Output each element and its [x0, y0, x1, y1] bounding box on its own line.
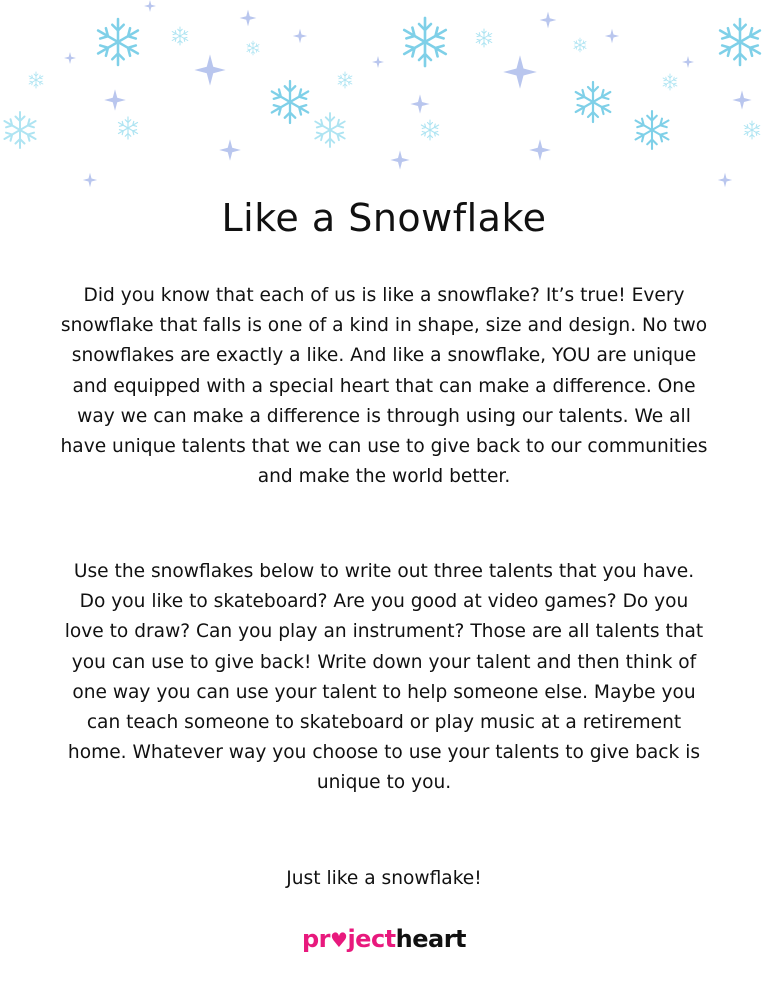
intro-paragraph: Did you know that each of us is like a snowflake? It’s true! Every snowflake that falls is one of a kind in shape, size and design. No two snowflakes are exactly a like. And like a snowflake, YOU are unique and equipped with a special heart that can make a difference. One way we can make a difference is through using our talents. We all have unique talents that we can use to give back to our communities and make the world better. [60, 285, 708, 488]
snowflake-icon [272, 81, 308, 123]
snowflake-icon [98, 19, 138, 65]
snowflake-icon [172, 27, 188, 45]
sparkle-icon [390, 150, 409, 169]
heart-icon: ♥ [330, 928, 348, 952]
sparkle-icon [718, 173, 732, 187]
snowflake-icon [574, 38, 586, 52]
snowflake-icon [29, 72, 43, 88]
logo-text-pr: pr [301, 925, 330, 953]
snowflake-header-decoration [0, 0, 768, 190]
sparkle-icon [104, 89, 126, 111]
sparkle-icon [194, 54, 225, 85]
sparkle-icon [682, 56, 694, 68]
snowflake-icon [338, 72, 352, 88]
snowflake-icon [118, 117, 137, 139]
snowflake-icon [315, 113, 344, 147]
sparkle-icon [144, 0, 156, 12]
projectheart-logo [0, 925, 768, 953]
snowflake-icon [476, 29, 492, 47]
snowflake-icon [576, 82, 611, 122]
snowflake-icon [744, 121, 760, 139]
snowflake-icon [404, 18, 446, 66]
sparkle-icon [240, 10, 257, 27]
logo-text-ject: ject [347, 925, 396, 953]
sparkle-icon [732, 90, 751, 109]
sparkle-icon [503, 55, 537, 89]
sparkle-icon [529, 139, 551, 161]
logo-text-heart: heart [395, 925, 467, 953]
sparkle-icon [540, 12, 557, 29]
closing-line: Just like a snowflake! [286, 868, 482, 889]
sparkle-icon [605, 29, 619, 43]
snowflake-icon [421, 120, 438, 140]
snowflake-icon [636, 111, 669, 149]
sparkle-icon [372, 56, 384, 68]
snowflake-icon [247, 41, 259, 55]
sparkle-icon [410, 94, 429, 113]
snowflake-pattern [0, 0, 768, 190]
snowflake-icon [4, 112, 35, 148]
page-title: Like a Snowflake [221, 196, 547, 240]
sparkle-icon [293, 29, 307, 43]
sparkle-icon [64, 52, 76, 64]
snowflake-icon [720, 19, 760, 65]
sparkle-icon [83, 173, 97, 187]
instructions-paragraph: Use the snowflakes below to write out three talents that you have. Do you like to skateboard? Are you good at video games? Do you love to draw? Can you play an instrument? Those are all talents that you can use to give back! Write down your talent and then think of one way you can use your talent to help someone else. Maybe you can teach someone to skateboard or play music at a retirement home. Whatever way you choose to use your talents to give back is unique to you. [64, 561, 704, 794]
snowflake-icon [663, 74, 677, 90]
sparkle-icon [219, 139, 241, 161]
